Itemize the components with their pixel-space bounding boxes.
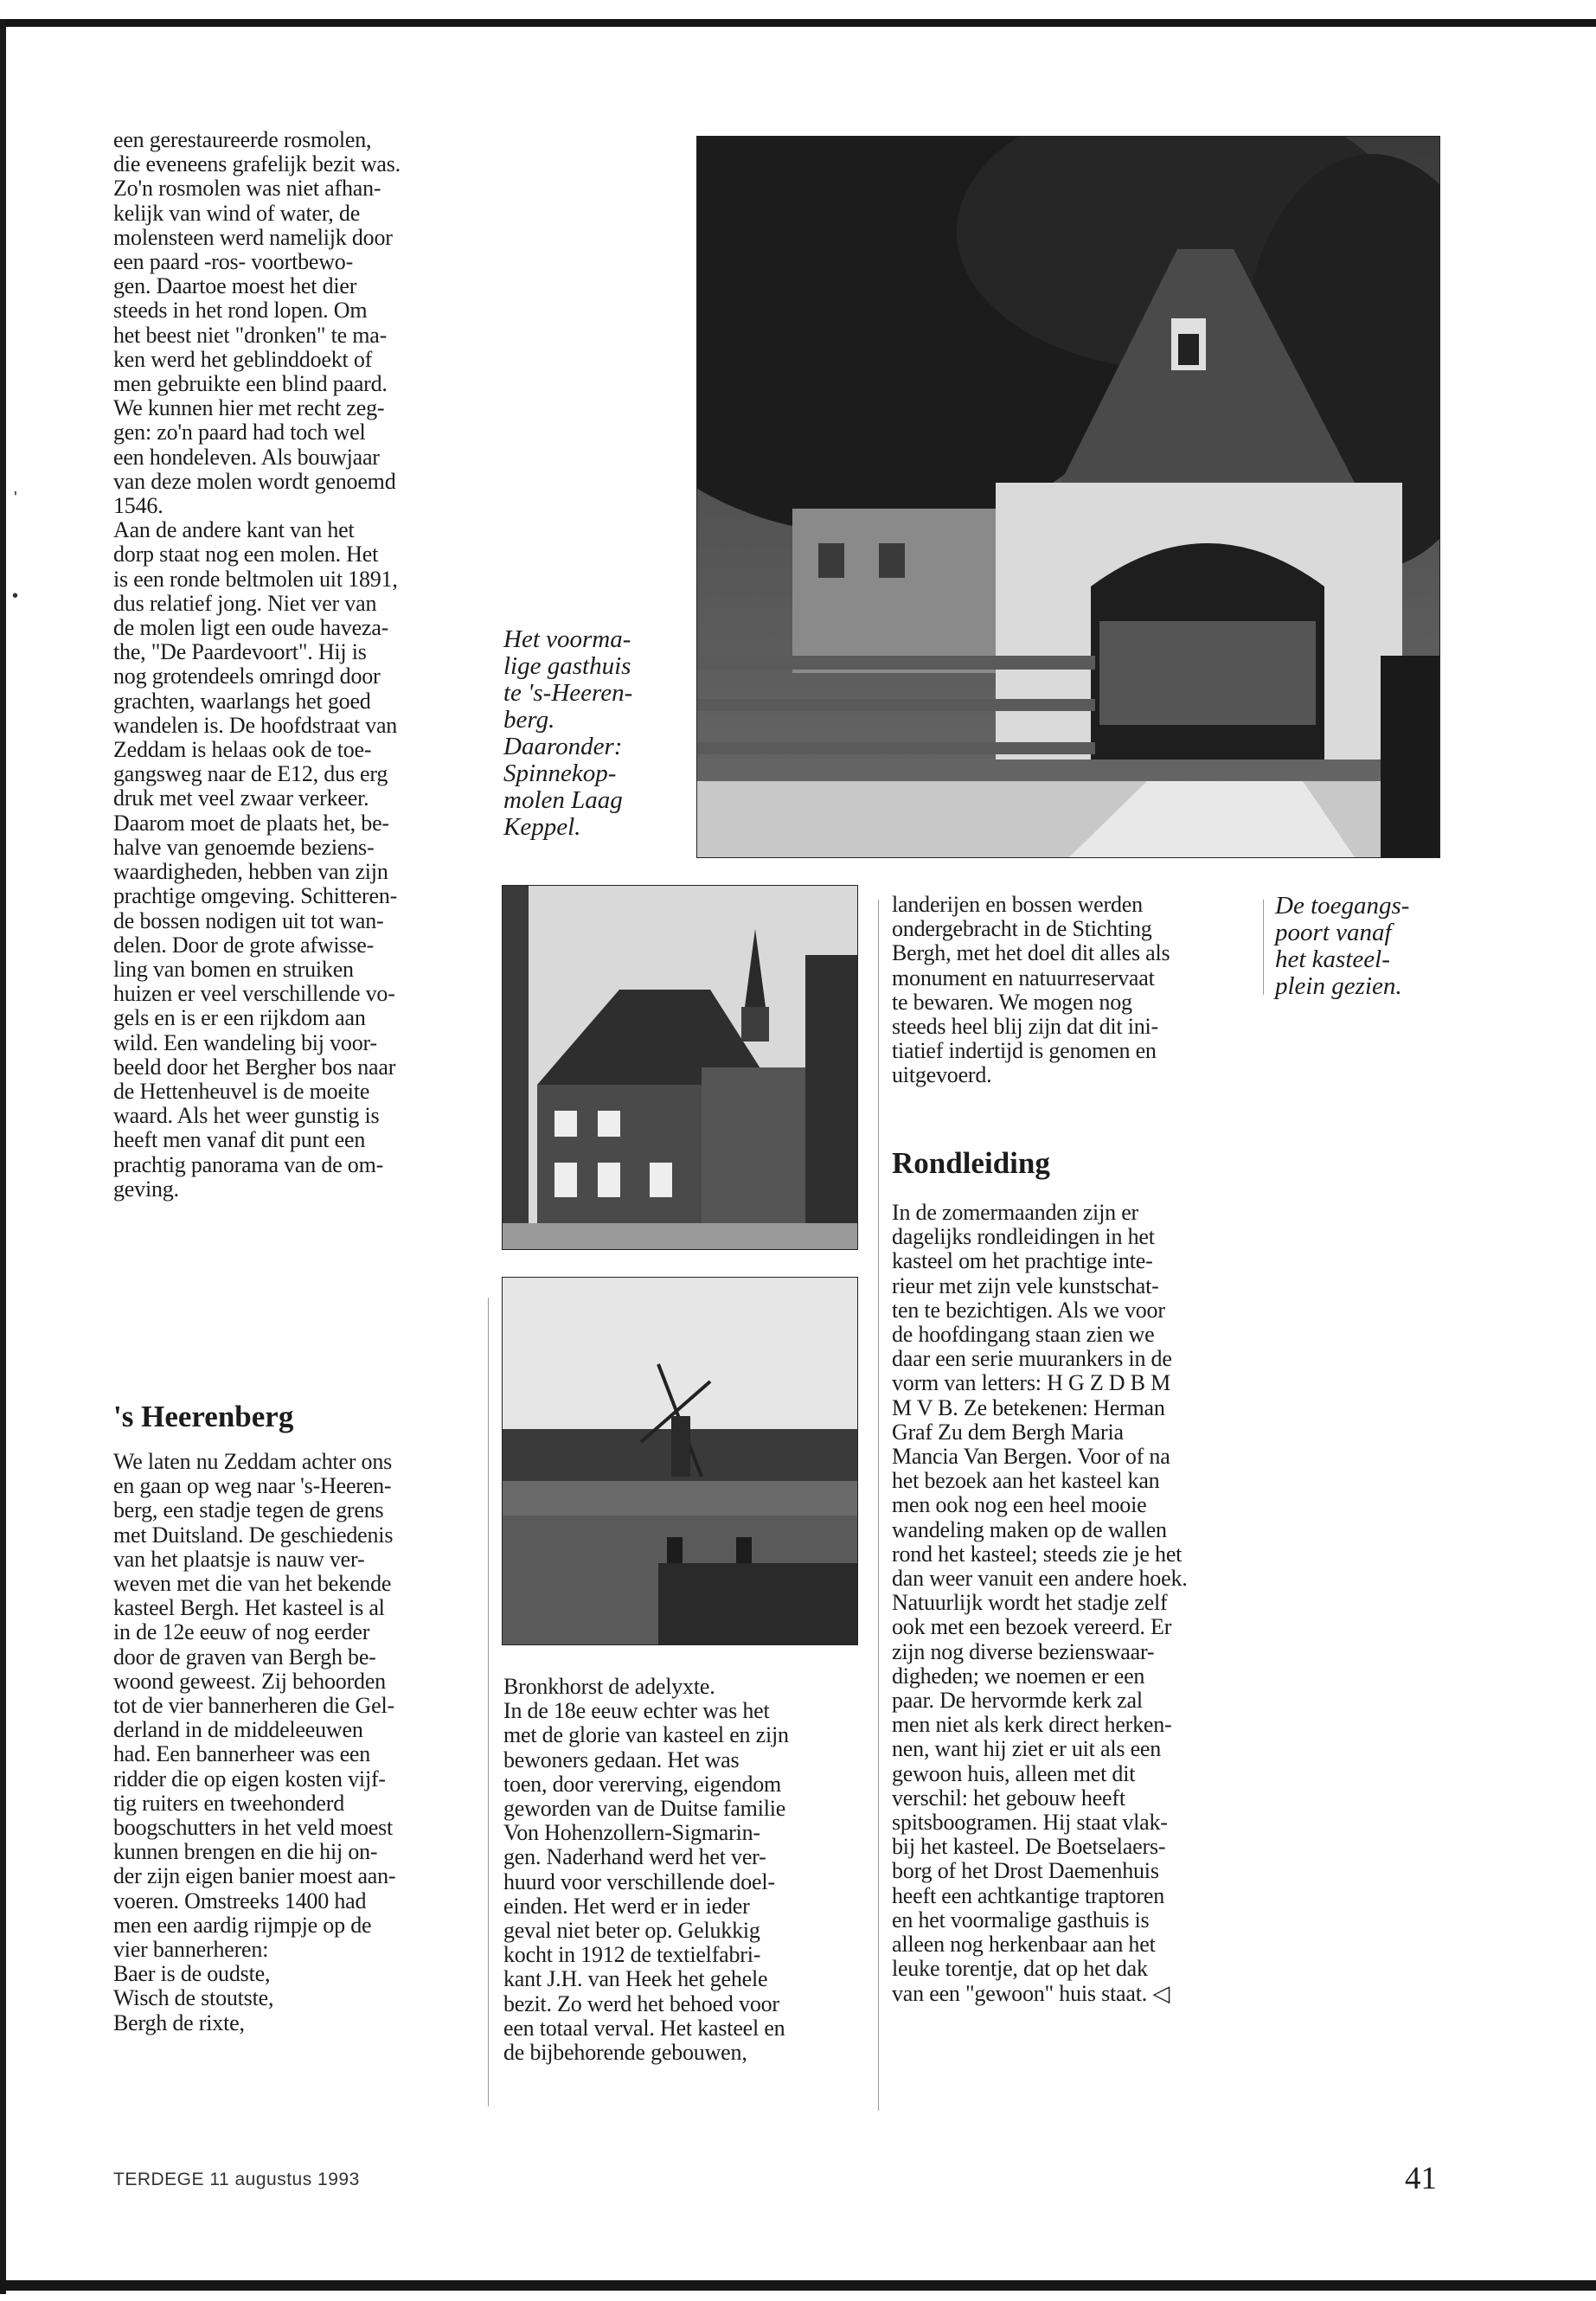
article-column-1-continued <box>113 1450 469 2035</box>
photo-spinnekopmolen <box>502 1277 858 1645</box>
article-column-3 <box>503 1675 867 2065</box>
article-column-4 <box>892 893 1248 1088</box>
photo-caption-left: Het voorma- lige gasthuis te 's-Heeren- berg. Daaronder: Spinnekop- molen Laag Keppel. <box>503 625 633 841</box>
article-text-block: een gerestaureerde rosmolen, die eveneens grafelijk bezit was. Zo'n rosmolen was niet afhan- kelijk van wind of water, de molensteen werd namelijk door een paard -ros- voortbewo- gen. Daartoe moest het dier steeds in het rond lopen. Om het beest niet "dronken" te ma- ken werd het geblinddoekt of men gebruikte een blind paard. We kunnen hier met recht zeg- gen: zo'n paard had toch wel een hondeleven. Als bouwjaar van deze molen wordt genoemd 1546. Aan de andere kant van het dorp staat nog een molen. Het is een ronde beltmolen uit 1891, dus relatief jong. Niet ver van de molen ligt een oude haveza- the, "De Paardevoort". Hij is nog grotendeels omringd door grachten, waarlangs het goed wandelen is. De hoofdstraat van Zeddam is helaas ook de toe- gangsweg naar de E12, dus erg druk met veel zwaar verkeer. Daarom moet de plaats het, be- halve van genoemde beziens- waardigheden, hebben van zijn prachtige omgeving. Schitteren- de bossen nodigen uit tot wan- delen. Door de grote afwisse- ling van bomen en struiken huizen er veel verschillende vo- gels en is er een rijkdom aan wild. Een wandeling bij voor- beeld door het Bergher bos naar de Hettenheuvel is de moeite waard. Als het weer gunstig is heeft men vanaf dit punt een prachtig panorama van de om- geving. <box>113 127 401 1202</box>
gasthuis-image <box>503 886 857 1249</box>
castle-gate-image <box>697 137 1439 857</box>
photo-castle-gate <box>696 136 1440 858</box>
bottom-border-rule <box>0 2280 1596 2291</box>
column-divider <box>488 1298 489 2106</box>
article-text-block: landerijen en bossen werden ondergebracht in de Stichting Bergh, met het doel dit alles als monument en natuurreservaat te bewaren. We mogen nog steeds heel blij zijn dat dit ini- tiatief indertijd is genomen en uitgevoerd. <box>892 892 1170 1088</box>
photo-caption-right: De toegangs- poort vanaf het kasteel- plein gezien. <box>1275 892 1410 1000</box>
article-column-4-continued <box>892 1201 1248 2006</box>
magazine-footer: TERDEGE 11 augustus 1993 <box>113 2170 360 2189</box>
top-border-rule <box>0 19 1596 27</box>
margin-dot-mark: • <box>12 586 19 606</box>
photo-former-gasthuis <box>502 885 858 1250</box>
section-heading-rondleiding: Rondleiding <box>892 1146 1050 1180</box>
margin-tick-mark: ' <box>14 489 17 508</box>
page-number: 41 <box>1405 2161 1437 2196</box>
article-column-1 <box>113 128 469 1202</box>
column-divider <box>878 900 879 2111</box>
article-text-block: Bronkhorst de adelyxte. In de 18e eeuw echter was het met de glorie van kasteel en zijn bewoners gedaan. Het was toen, door vererving, eigendom geworden van de Duitse familie Von Hohenzollern-Sigmarin- gen. Naderhand werd het ver- huurd voor verschillende doel- einden. Het werd er in ieder geval niet beter op. Gelukkig kocht in 1912 de textielfabri- kant J.H. van Heek het gehele bezit. Zo werd het behoed voor een totaal verval. Het kasteel en de bijbehorende gebouwen, <box>503 1674 789 2066</box>
column-divider <box>1263 900 1264 995</box>
section-heading-s-heerenberg: 's Heerenberg <box>113 1400 294 1433</box>
mill-image <box>503 1278 857 1644</box>
article-text-block: We laten nu Zeddam achter ons en gaan op weg naar 's-Heeren- berg, een stadje tegen de grens met Duitsland. De geschiedenis van het plaatsje is nauw ver- weven met die van het bekende kasteel Bergh. Het kasteel is al in de 12e eeuw of nog eerder door de graven van Bergh be- woond geweest. Zij behoorden tot de vier bannerheren die Gel- derland in de middeleeuwen had. Een bannerheer was een ridder die op eigen kosten vijf- tig ruiters en tweehonderd boogschutters in het veld moest kunnen brengen en die hij on- der zijn eigen banier moest aan- voeren. Omstreeks 1400 had men een aardig rijmpje op de vier bannerheren: Baer is de oudste, Wisch de stoutste, Bergh de rixte, <box>113 1449 396 2035</box>
left-border-rule <box>0 19 6 2294</box>
article-text-block: In de zomermaanden zijn er dagelijks rondleidingen in het kasteel om het prachtige inte- rieur met zijn vele kunstschat- ten te bezichtigen. Als we voor de hoofdingang staan zien we daar een serie muurankers in de vorm van letters: H G Z D B M M V B. Ze betekenen: Herman Graf Zu dem Bergh Maria Mancia Van Bergen. Voor of na het bezoek aan het kasteel kan men ook nog een heel mooie wandeling maken op de wallen rond het kasteel; steeds zie je het dan weer vanuit een andere hoek. Natuurlijk wordt het stadje zelf ook met een bezoek vereerd. Er zijn nog diverse bezienswaar- digheden; we noemen er een paar. De hervormde kerk zal men niet als kerk direct herken- nen, want hij ziet er uit als een gewoon huis, alleen met dit verschil: het gebouw heeft spitsboogramen. Hij staat vlak- bij het kasteel. De Boetselaers- borg of het Drost Daemenhuis heeft een achtkantige traptoren en het voormalige gasthuis is alleen nog herkenbaar aan het leuke torentje, dat op het dak van een "gewoon" huis staat. ◁ <box>892 1200 1188 2006</box>
